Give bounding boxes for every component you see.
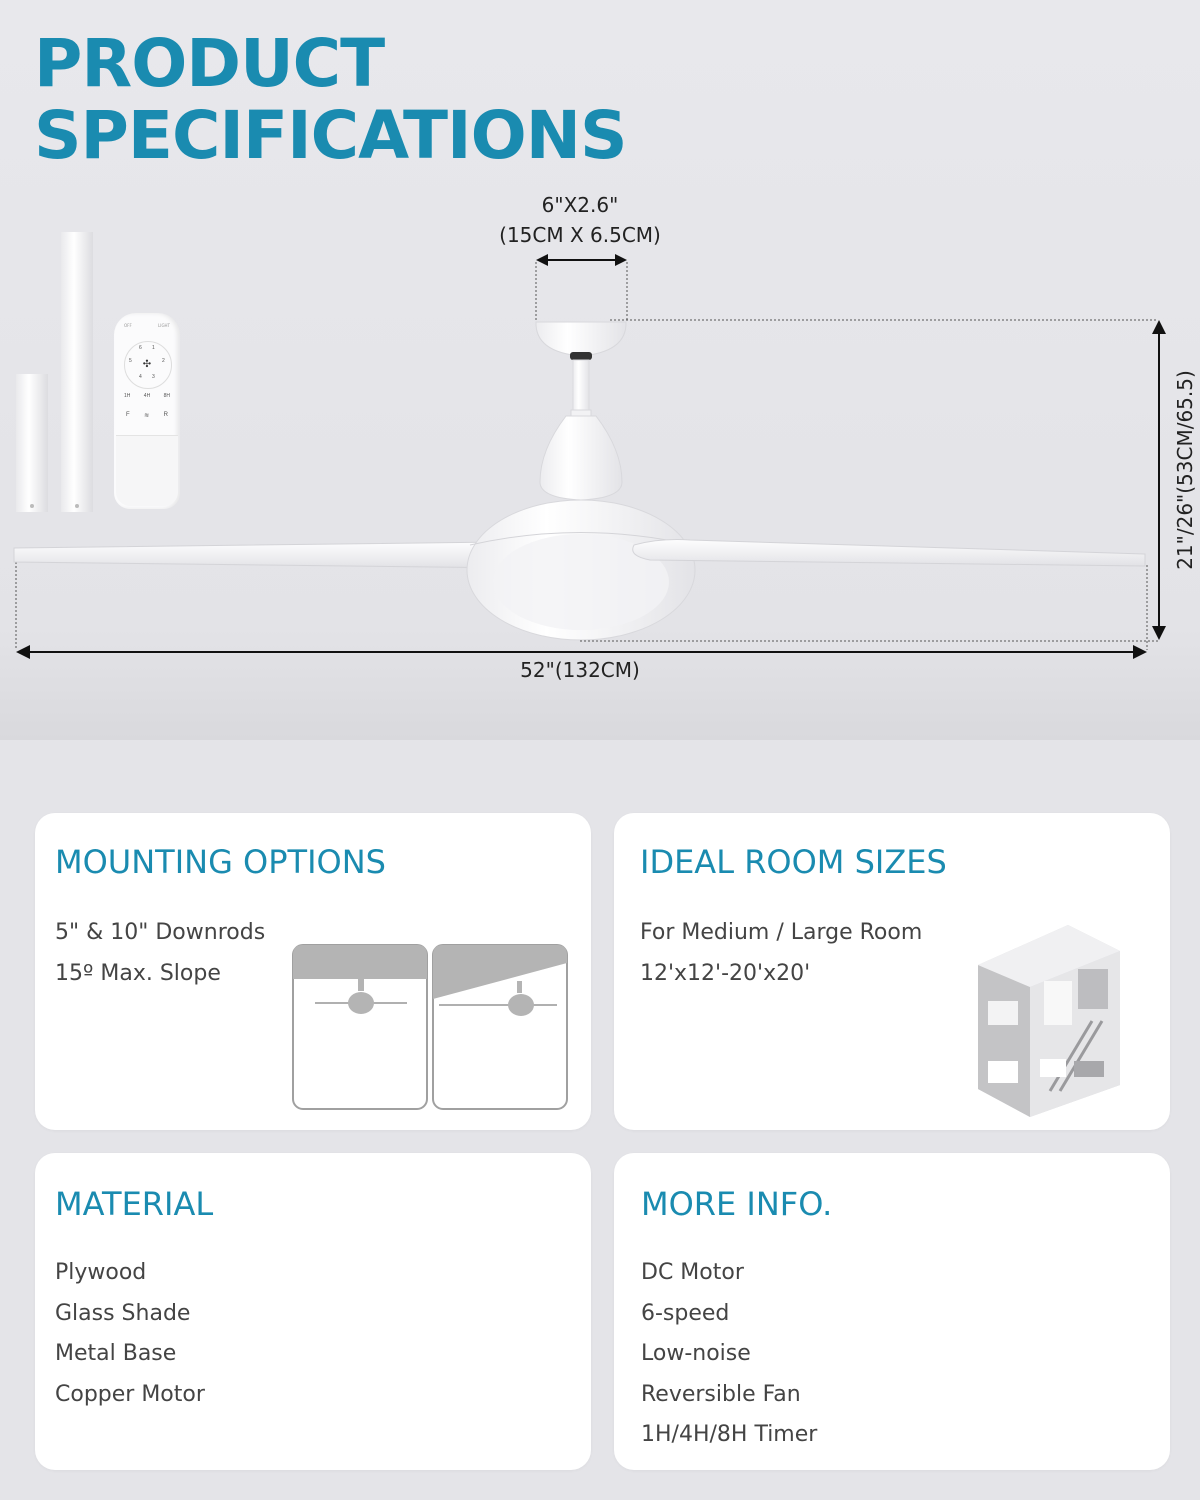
speed-2: 2 [162,358,165,364]
list-item: Low-noise [641,1341,751,1367]
fan-downrod [573,360,589,412]
ideal-room-sizes-card [614,813,1170,1130]
more-info-list [641,1253,817,1456]
ceiling-fan-diagram [0,0,1200,740]
mounting-illustration [291,943,571,1111]
material-list [55,1253,205,1415]
mounting-options-title: MOUNTING OPTIONS [55,843,386,881]
fan-icon: ✣ [142,359,152,370]
speed-4: 4 [139,374,142,380]
list-item: 1H/4H/8H Timer [641,1422,818,1448]
list-item: Plywood [55,1260,147,1285]
speed-1: 1 [152,345,155,351]
list-item: For Medium / Large Room [640,920,923,945]
fan-blade-left [14,542,525,568]
reverse-label: R [163,412,168,418]
speed-6: 6 [139,345,142,351]
timer-1h: 1H [124,393,131,399]
more-info-title: MORE INFO. [641,1185,833,1223]
list-item: 15º Max. Slope [55,960,221,986]
remote-light-label: LIGHT [158,323,170,328]
blade-span-label: 52"(132CM) [520,658,640,682]
timer-8h: 8H [163,393,170,399]
more-info-card [614,1153,1170,1470]
canopy-dimension-cm: (15CM X 6.5CM) [499,223,661,247]
title-line-2: SPECIFICATIONS [34,97,627,174]
ideal-room-sizes-title: IDEAL ROOM SIZES [640,843,947,881]
material-title: MATERIAL [55,1185,214,1223]
list-item: 5" & 10" Downrods [55,920,266,945]
speed-3: 3 [152,374,155,380]
speed-5: 5 [129,358,132,364]
timer-4h: 4H [143,393,151,399]
list-item: Glass Shade [55,1300,191,1326]
fan-height-label: 21"/26"(53CM/65.5) [1173,370,1197,570]
fan-blade-right [633,540,1145,566]
list-item: Reversible Fan [641,1381,801,1407]
list-item: DC Motor [641,1260,744,1285]
product-hero [0,0,1200,740]
list-item: Metal Base [55,1341,177,1367]
forward-label: F [126,412,130,418]
material-card [35,1153,591,1470]
mounting-options-list [55,913,265,994]
remote-off-label: OFF [124,323,132,328]
fan-motor-housing [540,416,622,500]
canopy-dimension-label [480,190,680,250]
mounting-options-card [35,813,591,1130]
canopy-dimension-inches: 6"X2.6" [541,193,619,217]
fan-canopy [536,322,626,356]
list-item: 12'x12'-20'x20' [640,960,811,986]
title-line-1: PRODUCT [34,25,385,102]
room-illustration [974,921,1124,1121]
ideal-room-sizes-list [640,913,922,994]
list-item: 6-speed [641,1300,730,1326]
wind-icon: ≋ [144,413,150,419]
list-item: Copper Motor [55,1381,205,1407]
